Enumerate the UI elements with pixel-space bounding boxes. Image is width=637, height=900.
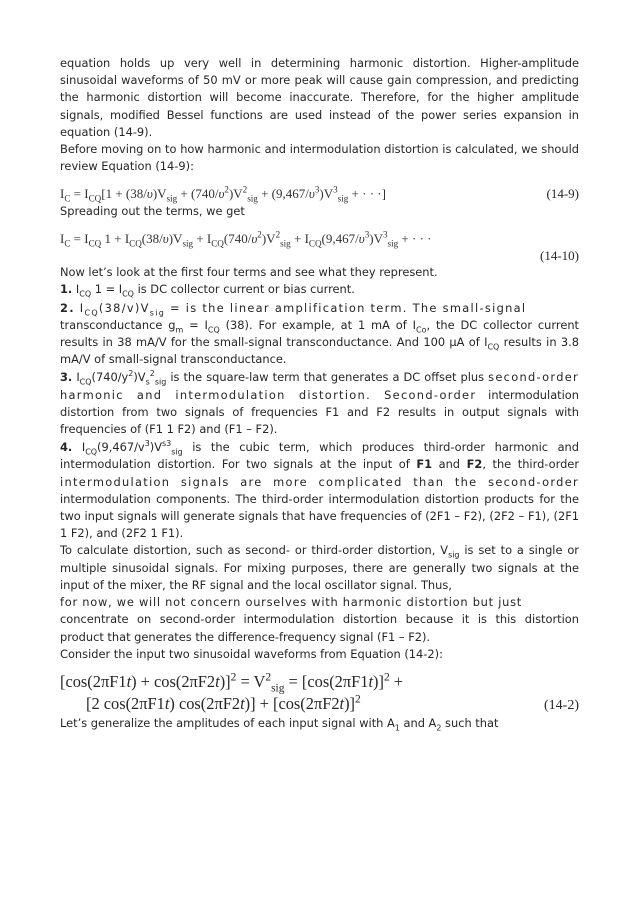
document-page [60,55,579,732]
term-3-text-b: second-order harmonic and intermodulation distortion. Second-order [60,370,580,402]
generalize-sub-1: 1 [394,723,400,733]
term-2-text-b2: = I [183,317,208,332]
term-3-number: 3. [60,370,73,385]
generalize-text-b: and A [399,715,437,730]
term-2-continued: transconductance $g_m = I_{CQ}$ (38). For example, at 1 mA of $I_{Co}$, the DC collector current results in 38 mA/V for the small-signal transconductance. And 100 μA of $I_{CQ}$ results in 3.8 mA/V of small-signal transconductance. [60,317,580,367]
term-4-expression: $I_{CQ}(9,467/v^3)V^{s3}_{sig}$ [81,439,183,457]
term-1-expression: $I_{CQ}$ $1 = I_{CQ}$ [75,282,134,299]
equation-14-9 [60,185,579,205]
equation-14-2-line2: [2 cos(2πF1t) $\cos(2\pi F2t)] + [\cos(2\pi F2t)]^2$ [86,693,361,713]
term-2-text-d: results in 3.8 mA/V of small-signal transconductance. [60,335,579,367]
calc-sub: sig [448,550,460,560]
term-3 [60,369,579,438]
term-3-text-a: is the square-law term that generates a DC offset plus [166,370,485,385]
generalize-text-c: such that [441,715,499,730]
term-2-text-c: current results in 38 mA/V for the small-signal transconductance. And 100 μA of I [60,317,580,350]
consider-text: Consider the input two sinusoidal waveforms from Equation (14-2): [60,646,443,661]
generalize-text [60,715,579,732]
term-4 [60,439,579,542]
term-4-text-a: is the cubic term, which produces third-order harmonic and intermodulation distortion. For two signals at the input of [60,440,579,472]
term-3-text-c: intermodulation distortion from two signals of frequencies F1 and F2 results in output signals with frequencies of (F1 1 F2) and (F1 – F2). [60,387,579,437]
term-2-text-b: transconductance g [60,317,176,332]
equation-14-2-label: (14-2) [544,697,579,713]
equation-14-9-label: (14-9) [546,186,579,202]
equation-14-10-label: (14-10) [540,248,579,264]
intro-paragraph: equation holds up very well in determining harmonic distortion. Higher-amplitude sinusoidal waveforms of 50 mV or more peak will cause gain compression, and predicting the harmonic distortion will become inaccurate. Therefore, for the higher amplitude signals, modified Bessel functions are used instead of the power series expansion in equation (14-9). [60,56,579,139]
term-4-number: 4. [60,440,73,455]
spreading-text: Spreading out the terms, we get [60,203,245,218]
term-4-text-a-end: , the third-order [482,457,579,472]
equation-14-10 [60,230,579,264]
term-4-text-b: intermodulation signals are more complicated than the second-order [60,474,579,489]
term-1-text: is DC collector current or bias current. [137,282,355,297]
calc-paragraph [60,542,579,594]
calc-text-a: To calculate distortion, such as second- or third-order distortion, V [60,543,449,558]
term-4-f1: F1 [416,457,433,472]
term-2-expression: $I_{CQ}(38/v)V_{sig}$ = [79,300,181,317]
review-paragraph: Before moving on to how harmonic and intermodulation distortion is calculated, we should review Equation (14-9): [60,142,579,174]
equation-14-9-body: $I_C = I_{CQ}[1 + (38/\upsilon)V_{sig} + (740/\upsilon^2)V^2_{sig} + (9,467/\upsilon^3)V^3_{sig}$ + · · ·] [60,185,386,205]
term-1 [60,281,579,298]
generalize-sub-2: 2 [436,723,442,733]
equation-14-2-line2-row [60,693,579,715]
first-four-text: Now let’s look at the first four terms and see what they represent. [60,265,438,280]
term-3-expression: $I_{CQ}(740/y^2)V_s^2_{sig}$ [76,369,167,387]
term-4-text-c: intermodulation components. The third-order intermodulation distortion products for the two input signals will generate signals that have frequencies of (2F1 – F2), (2F2 – F1), (2F1 1 F2), and (2F2 1 F1). [60,491,579,541]
generalize-text-a: Let’s generalize the amplitudes of each input signal with A [60,715,395,730]
term-1-number: 1. [60,282,73,297]
term-2 [60,300,579,317]
term-4-and: and [432,457,467,472]
term-2-text-b4: , the DC collector [426,317,533,332]
term-2-number: 2. [60,300,75,315]
concentrate-text: concentrate on second-order intermodulation distortion because it is this distortion product that generates the difference-frequency signal (F1 – F2). [60,612,579,644]
calc-text-b: is set to a single or multiple sinusoidal signals. For mixing purposes, there are generally two signals at the input of the mixer, the RF signal and the local oscillator signal. Thus, [60,543,579,592]
for-now-text: for now, we will not concern ourselves with harmonic distortion but just [60,595,523,610]
term-4-f2: F2 [466,457,483,472]
equation-14-2 [60,671,579,715]
term-2-text-b3: (38). For example, at 1 mA of I [219,317,417,332]
equation-14-10-body: $I_C = I_{CQ}$ $1 + I_{CQ}(38/\upsilon)V_{sig} + I_{CQ}(740/\upsilon^2)V^2_{sig} + I_{CQ}(9,467/\upsilon^3)V^3_{sig}$ + · · · [60,229,432,249]
term-2-text-a: is the linear amplification term. The small-signal [185,300,527,315]
equation-14-2-line1: $[\cos(2\pi F1t) + \cos(2\pi F2t)]^2 = V^2_{sig} = [\cos(2\pi F1t)]^2$ + [60,671,404,695]
